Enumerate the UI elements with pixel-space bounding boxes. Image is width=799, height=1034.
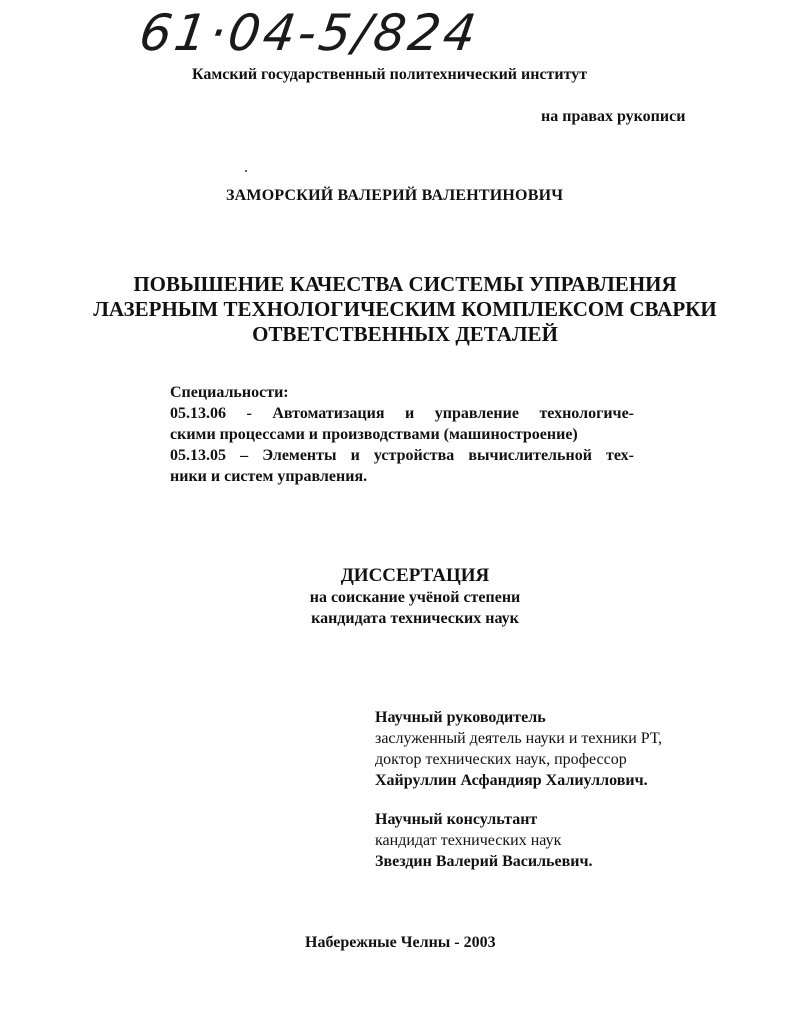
manuscript-note: на правах рукописи: [541, 108, 686, 125]
consultant-title-line: кандидат технических наук: [375, 832, 562, 849]
specialties-block: [170, 382, 634, 487]
author-name: ЗАМОРСКИЙ ВАЛЕРИЙ ВАЛЕНТИНОВИЧ: [226, 187, 564, 204]
title-line: ОТВЕТСТВЕННЫХ ДЕТАЛЕЙ: [252, 322, 558, 346]
advisor-title-line: заслуженный деятель науки и техники РТ,: [375, 730, 663, 747]
specialty-line: скими процессами и производствами (машиностроение): [170, 426, 578, 443]
advisor-title-line: доктор технических наук, профессор: [375, 751, 627, 768]
handwritten-archive-number: 61·04-5/824: [135, 4, 483, 62]
specialty-line: ники и систем управления.: [170, 468, 368, 485]
consultant-block: [375, 809, 593, 872]
title-line: ПОВЫШЕНИЕ КАЧЕСТВА СИСТЕМЫ УПРАВЛЕНИЯ: [133, 272, 677, 296]
consultant-role: Научный консультант: [375, 811, 538, 828]
specialty-line: 05.13.06 - Автоматизация и управление технологиче-: [170, 405, 634, 422]
advisor-name: Хайруллин Асфандияр Халиуллович.: [375, 772, 648, 789]
degree-line: кандидата технических наук: [311, 610, 519, 627]
degree-line: на соискание учёной степени: [309, 589, 521, 606]
specialties-heading: Специальности:: [170, 384, 289, 401]
specialty-line: 05.13.05 – Элементы и устройства вычислительной тех-: [170, 447, 634, 464]
dissertation-title: [60, 272, 750, 347]
institute-name: Камский государственный политехнический институт: [192, 66, 588, 83]
scan-speck: [245, 170, 247, 172]
advisor-role: Научный руководитель: [375, 709, 546, 726]
dissertation-heading: ДИССЕРТАЦИЯ: [340, 565, 490, 586]
advisor-block: [375, 707, 662, 791]
consultant-name: Звездин Валерий Васильевич.: [375, 853, 593, 870]
city-year: Набережные Челны - 2003: [305, 934, 496, 951]
title-line: ЛАЗЕРНЫМ ТЕХНОЛОГИЧЕСКИМ КОМПЛЕКСОМ СВАРКИ: [93, 297, 717, 321]
dissertation-block: [230, 565, 600, 629]
